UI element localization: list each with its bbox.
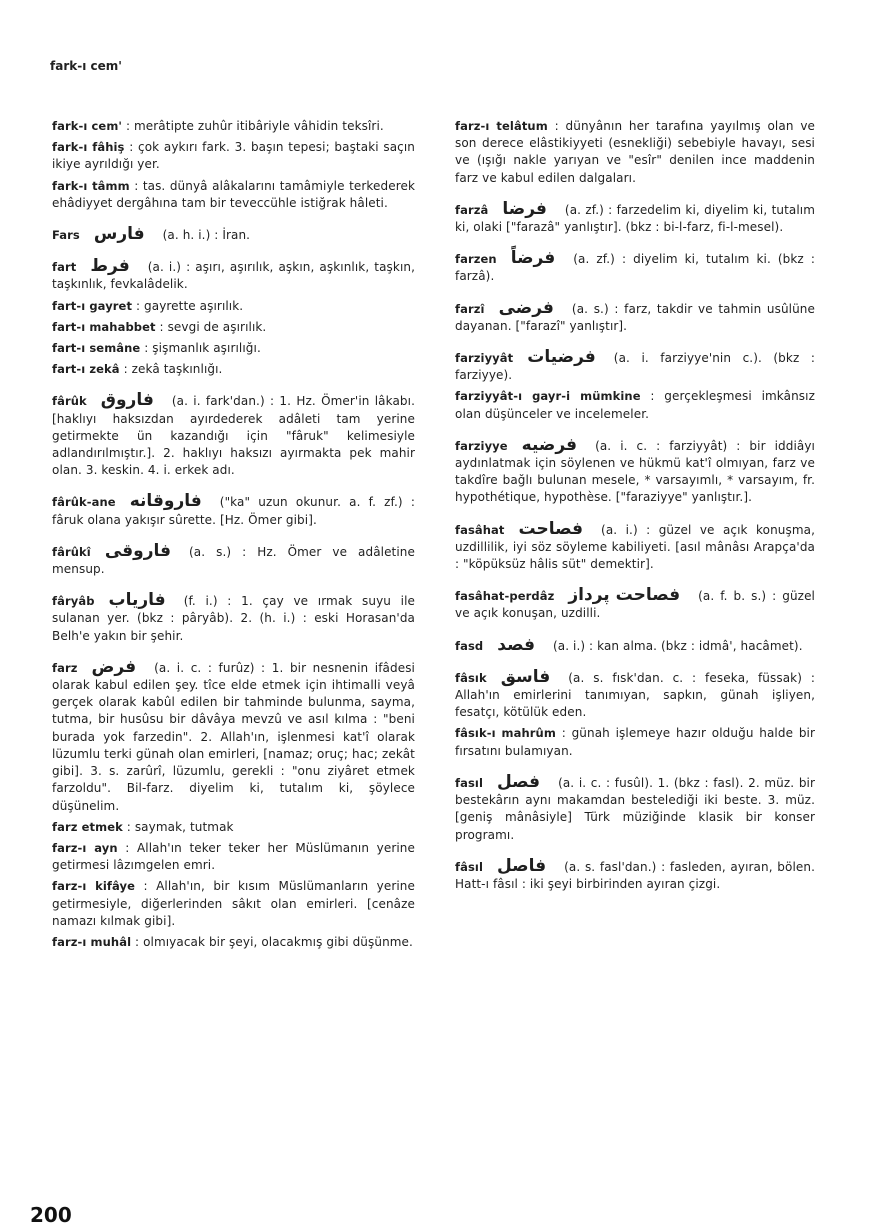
entry xyxy=(438,518,815,574)
definition: : günah işlemeye hazır olduğu halde bir fırsatını bulamıyan. xyxy=(455,726,816,758)
definition: (a. h. i.) : İran. xyxy=(162,228,251,243)
entry xyxy=(35,298,415,315)
definition: (a. s.) : farz, takdir ve tahmin usûlüne dayanan. ["farazî" yanlıştır]. xyxy=(455,301,815,333)
headword: fâsıl xyxy=(455,859,483,874)
definition: (a. i. c. : furûz) : 1. bir nesnenin ifâdesi olarak kabul edilen şey. tîce elde etmek için ihtimalli veyâ gerçek olarak kabûl edilen bir tahminde bulunma, sayma, tutma, bir husûsu bir dâvâya mevzû ve asıl kılma : "beni burada yok farzedin". 2. Allah'ın, işlenmesi kat'î olarak lüzumlu terki günah olan emirleri, [namaz; oruç; hac; zekât gibi]. 3. s. zarûrî, lüzumlu, gerekli : "onu ziyâret etmek farzoldu". Bil-farz. diyelim ki, tutalım ki, şöylece düşünelim. xyxy=(52,660,415,813)
entry xyxy=(438,297,815,335)
arabic-script: فاروقى xyxy=(104,540,172,561)
headword: fart-ı semâne xyxy=(52,341,141,356)
entry xyxy=(438,725,815,759)
headword: farz-ı ayn xyxy=(52,840,118,855)
entry xyxy=(35,178,415,212)
definition: : çok aykırı fark. 3. başın tepesi; baştaki saçın ikiye ayrıldığı yer. xyxy=(52,140,415,172)
headword: fârûk-ane xyxy=(52,495,116,510)
headword: fark-ı cem' xyxy=(52,119,123,133)
headword: fart-ı mahabbet xyxy=(52,319,156,334)
entry xyxy=(35,226,415,244)
headword: farziyyât-ı gayr-i mümkine xyxy=(455,389,641,404)
running-head: fark-ı cem' xyxy=(50,59,122,73)
entry xyxy=(35,139,415,173)
headword: farzâ xyxy=(455,202,489,217)
arabic-script: فارس xyxy=(93,224,145,245)
arabic-script: فصل xyxy=(497,771,541,792)
headword: fasâhat-perdâz xyxy=(455,589,555,604)
definition: : olmıyacak bir şeyi, olacakmış gibi düşünme. xyxy=(131,934,413,949)
headword: farzen xyxy=(455,252,497,267)
entry xyxy=(35,819,415,836)
entry xyxy=(35,934,415,951)
definition: (a. i.) : kan alma. (bkz : idmâ', hacâmet). xyxy=(552,638,803,653)
arabic-script: فرضيات xyxy=(527,347,596,368)
headword: fasıl xyxy=(455,775,483,790)
arabic-script: فرضى xyxy=(498,297,554,318)
definition: (a. i. farziyye'nin c.). (bkz : farziyye). xyxy=(455,351,815,383)
definition: (f. i.) : 1. çay ve ırmak suyu ile sulanan yer. (bkz : pâryâb). 2. (h. i.) : eski Horasan'da Belh'e yakın bir şehir. xyxy=(52,594,415,643)
headword: farz-ı kifâye xyxy=(52,879,135,894)
arabic-script: فارياب xyxy=(108,590,166,611)
arabic-script: فرط xyxy=(90,256,130,277)
entry xyxy=(35,592,415,645)
definition: (a. zf.) : diyelim ki, tutalım ki. (bkz : farzâ). xyxy=(455,252,815,284)
entry xyxy=(35,540,415,578)
headword: farz xyxy=(52,660,78,675)
definition: (a. i. fark'dan.) : 1. Hz. Ömer'in lâkabı. [haklıyı haksızdan ayırdederek adâleti tam yerine getirmekte ün kazandığı için "fâruk" kelimesiyle adlandırılmıştır.]. 2. haklıyı haksızı ayırmakta pek mahir olan. 3. keskin. 4. i. erkek adı. xyxy=(52,394,415,478)
definition: (a. s. fısk'dan. c. : fesekа, füssak) : Allah'ın emirlerini tanımıyan, sapkın, günah işliyen, fesatçı, kötülük eden. xyxy=(455,670,815,720)
entry xyxy=(438,634,815,655)
definition: : sevgi de aşırılık. xyxy=(155,319,267,334)
definition: (a. i.) : aşırı, aşırılık, aşkın, aşkınlık, taşkın, taşkınlık, fevkalâdelik. xyxy=(52,260,415,292)
entry xyxy=(35,258,415,293)
headword: fart xyxy=(52,260,77,275)
arabic-script: فصاحت xyxy=(518,518,584,539)
headword: fârûk xyxy=(52,394,87,409)
definition: : şişmanlık aşırılığı. xyxy=(140,341,261,356)
headword: fâsık-ı mahrûm xyxy=(455,726,556,741)
entry xyxy=(438,349,815,384)
entry xyxy=(438,250,815,285)
left-column xyxy=(35,118,415,955)
headword: fâsık xyxy=(455,670,487,685)
entry xyxy=(438,771,815,844)
definition: : tas. dünyâ alâkalarını tamâmiyle terkederek ehâdiyyet dergâhına tam bir teveccühle istiğrak hâleti. xyxy=(52,178,415,210)
headword: fart-ı zekâ xyxy=(52,362,120,377)
definition: (a. i. c. : fusûl). 1. (bkz : fasl). 2. müz. bir bestekârın aynı makamdan bestelediği iki beste. 3. müz. [geniş mânâsiyle] Türk müziğinde klasik bir konser programı. xyxy=(455,775,815,842)
definition: ("ka" uzun okunur. a. f. zf.) : fâruk olana yakışır sûrette. [Hz. Ömer gibi]. xyxy=(52,495,415,527)
headword: fârûkî xyxy=(52,544,91,559)
entry xyxy=(438,434,815,507)
headword: Fars xyxy=(52,228,80,243)
definition: (a. zf.) : farzedelim ki, diyelim ki, tutalım ki, olaki ["farazâ" yanlıştır]. (bkz : bi-l-farz, fi-l-mesel). xyxy=(455,202,815,235)
entry xyxy=(35,361,415,378)
headword: farz-ı muhâl xyxy=(52,934,132,949)
definition: (a. s. fasl'dan.) : fasleden, ayıran, bölen. Hatt-ı fâsıl : iki şeyi birbirinden ayıran çizgi. xyxy=(455,859,815,891)
definition: : saymak, tutmak xyxy=(122,819,234,834)
arabic-script: فاصل xyxy=(497,855,547,876)
arabic-script: فاروقانه xyxy=(129,491,202,512)
arabic-script: فاسق xyxy=(500,666,551,687)
headword: fasâhat xyxy=(455,522,505,537)
right-column xyxy=(438,118,815,897)
definition: (a. s.) : Hz. Ömer ve adâletine mensup. xyxy=(52,544,415,577)
entry xyxy=(438,118,815,187)
headword: farzî xyxy=(455,301,485,316)
definition: (a. i. c. : farziyyât) : bir iddiâyı aydınlatmak için söylenen ve hükmü kat'î olmıyan, farz ve takdîre bağlı bulunan mesele, * varsayımlı, * varsayım, fr. hypothétique, hypothèse. ["faraziyye" yanlıştır.]. xyxy=(455,438,815,505)
definition: : Allah'ın, bir kısım Müslümanların yerine getirmesiyle, diğerlerinden sâkıt olan emirleri. [cenâze namazı kılmak gibi]. xyxy=(52,879,415,928)
definition: : merâtipte zuhûr itibâriyle vâhidin teksîri. xyxy=(122,119,384,133)
headword: fasd xyxy=(455,638,484,653)
page-number: 200 xyxy=(30,1203,72,1227)
headword: fart-ı gayret xyxy=(52,298,133,313)
entry xyxy=(438,587,815,622)
arabic-script: فرضاً xyxy=(510,248,556,269)
entry xyxy=(35,118,415,135)
arabic-script: فرض xyxy=(91,656,137,677)
entry xyxy=(35,340,415,357)
entry xyxy=(438,855,815,893)
arabic-script: فصاحت پرداز xyxy=(568,585,681,606)
entry xyxy=(35,392,415,479)
entry xyxy=(35,493,415,528)
entry xyxy=(438,198,815,236)
arabic-script: فرضيه xyxy=(521,434,578,455)
definition: (a. f. b. s.) : güzel ve açık konuşan, uzdilli. xyxy=(455,589,815,621)
definition: (a. i.) : güzel ve açık konuşma, uzdillilik, iyi söz söyleme kabiliyeti. [asıl mânâsı Arapça'da : "köpüksüz hâlis süt" demektir]. xyxy=(455,522,815,572)
definition: : dünyânın her tarafına yayılmış olan ve son derece elâstikiyyeti (esnekliği) sebebiyle havayı, sesi ve (ışığı nakle yarıyan ve "esîr" denilen ince maddenin farz ve kabul edilen dalgaları. xyxy=(455,119,815,185)
headword: farziyye xyxy=(455,438,508,453)
entry xyxy=(438,388,815,422)
headword: fark-ı fâhiş xyxy=(52,140,125,155)
headword: farziyyât xyxy=(455,351,514,366)
arabic-script: فاروق xyxy=(100,390,154,411)
entry xyxy=(35,319,415,336)
entry xyxy=(35,656,415,815)
definition: : Allah'ın teker teker her Müslümanın yerine getirmesi lâzımgelen emri. xyxy=(52,840,415,873)
entry xyxy=(438,666,815,722)
definition: : gerçekleşmesi imkânsız olan düşünceler ve incelemeler. xyxy=(455,389,815,421)
arabic-script: فصد xyxy=(497,634,535,655)
headword: farz etmek xyxy=(52,819,123,834)
headword: fark-ı tâmm xyxy=(52,178,130,193)
definition: : zekâ taşkınlığı. xyxy=(119,362,223,377)
entry xyxy=(35,878,415,930)
headword: fâryâb xyxy=(52,594,95,609)
arabic-script: فرضا xyxy=(502,198,547,219)
definition: : gayrette aşırılık. xyxy=(132,298,244,313)
headword: farz-ı telâtum xyxy=(455,119,548,133)
entry xyxy=(35,840,415,874)
